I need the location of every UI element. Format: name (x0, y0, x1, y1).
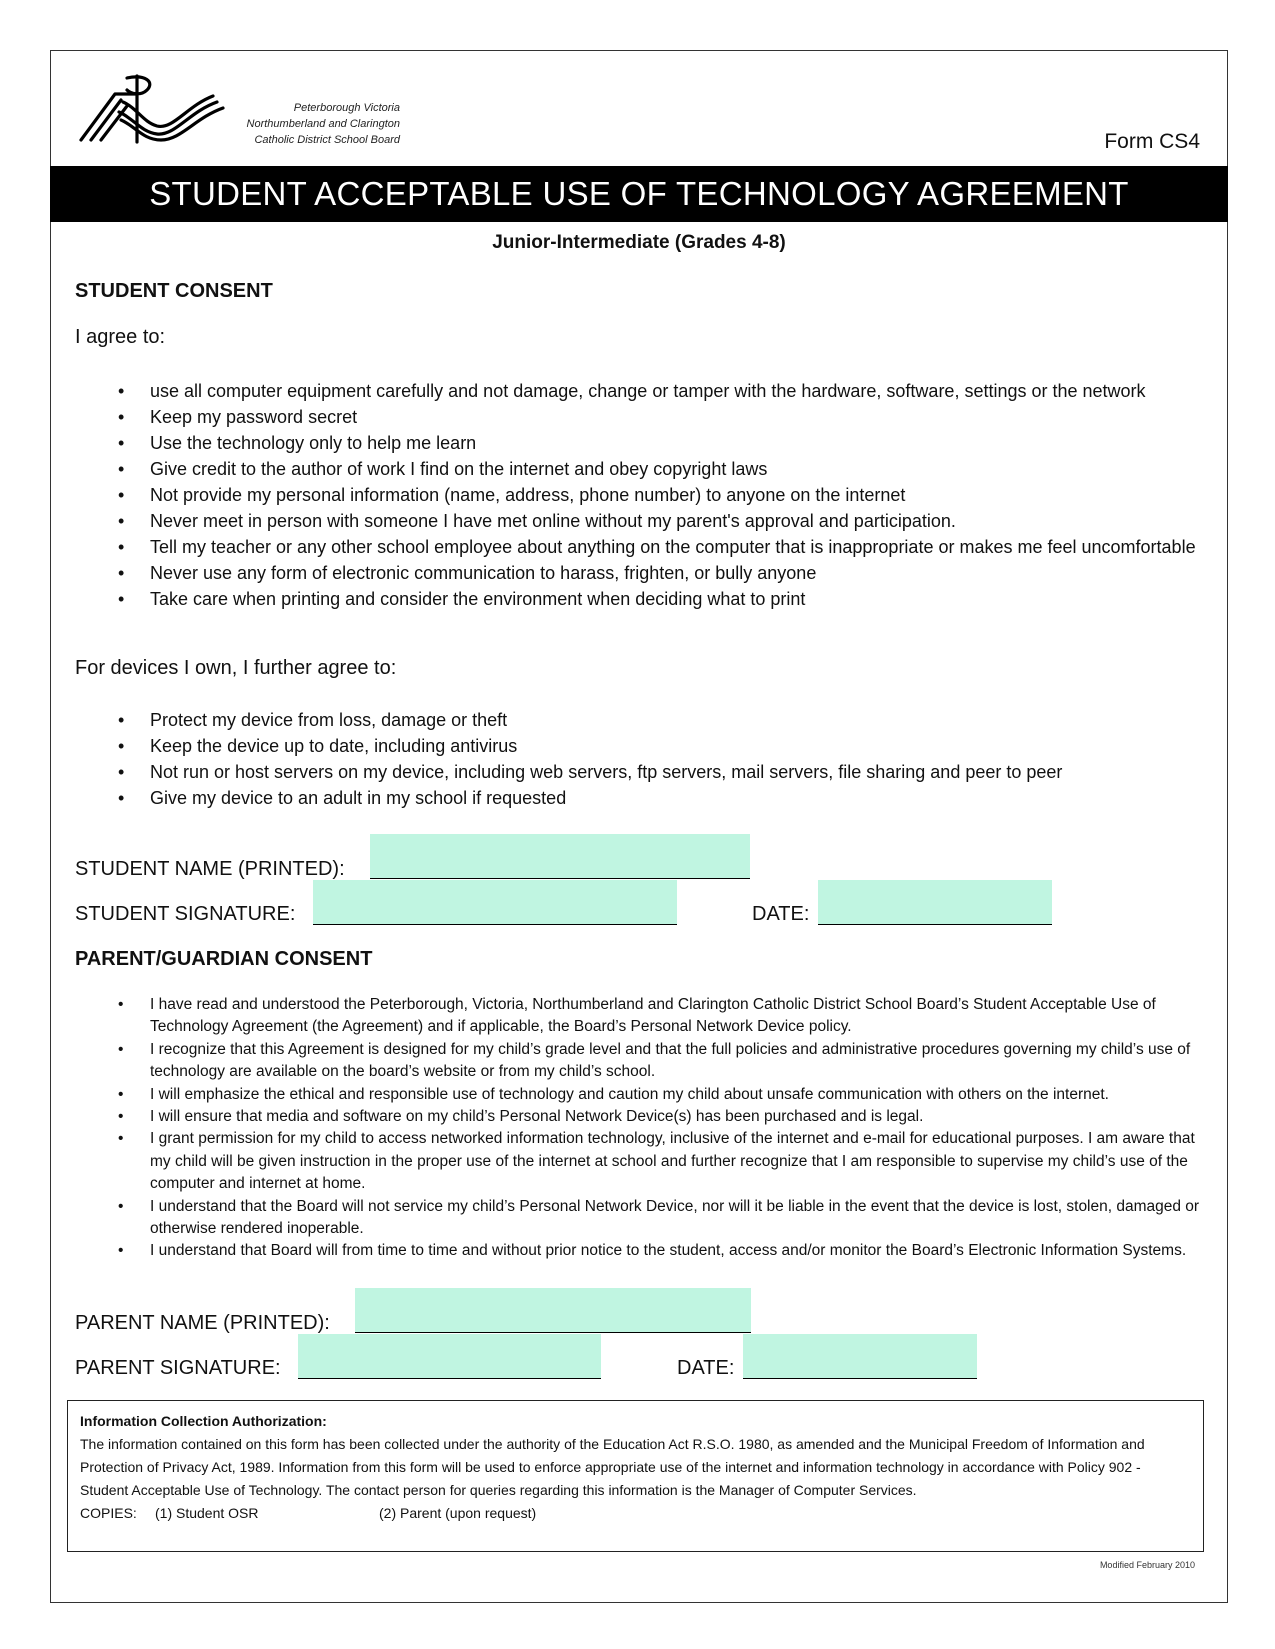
list-item: • I grant permission for my child to access networked information technology, inclusive of the internet and e-mail for educational purposes. I am aware that my child will be given instruction in the proper use of the internet at school and further recognize that I am responsible to supervise my child’s use of the computer and internet at home. (112, 1128, 1202, 1195)
parent-date-label: DATE: (677, 1357, 735, 1379)
student-consent-heading: STUDENT CONSENT (75, 280, 273, 302)
parent-signature-label: PARENT SIGNATURE: (75, 1357, 281, 1379)
parent-agreement-list (112, 994, 1202, 1263)
list-item: • Take care when printing and consider the environment when deciding what to print (112, 586, 1202, 612)
student-signature-label: STUDENT SIGNATURE: (75, 903, 296, 925)
list-item: • I will ensure that media and software on my child’s Personal Network Device(s) has been purchased and is legal. (112, 1106, 1202, 1128)
parent-name-field[interactable] (355, 1288, 751, 1333)
student-intro: I agree to: (75, 326, 166, 348)
board-name (210, 100, 400, 148)
list-item: • Give my device to an adult in my school if requested (112, 785, 1202, 811)
student-date-label: DATE: (752, 903, 810, 925)
list-item: • Not provide my personal information (name, address, phone number) to anyone on the internet (112, 482, 1202, 508)
copies-label: COPIES: (80, 1505, 137, 1521)
student-date-field[interactable] (818, 880, 1052, 925)
list-item: • I will emphasize the ethical and responsible use of technology and caution my child about unsafe communication with others on the internet. (112, 1084, 1202, 1106)
student-name-label: STUDENT NAME (PRINTED): (75, 858, 345, 880)
student-name-field[interactable] (370, 834, 750, 879)
list-item: • Protect my device from loss, damage or theft (112, 707, 1202, 733)
parent-consent-heading: PARENT/GUARDIAN CONSENT (75, 948, 373, 970)
list-item: • Use the technology only to help me learn (112, 430, 1202, 456)
list-item: • Not run or host servers on my device, including web servers, ftp servers, mail servers, file sharing and peer to peer (112, 759, 1202, 785)
list-item: • Tell my teacher or any other school employee about anything on the computer that is inappropriate or makes me feel uncomfortable (112, 534, 1202, 560)
modified-date: Modified February 2010 (1099, 1560, 1195, 1570)
list-item: • use all computer equipment carefully and not damage, change or tamper with the hardware, software, settings or the network (112, 378, 1202, 404)
copy-1: (1) Student OSR (155, 1505, 259, 1521)
list-item: • I understand that the Board will not service my child’s Personal Network Device, nor will it be liable in the event that the device is lost, stolen, damaged or otherwise rendered inoperable. (112, 1196, 1202, 1241)
list-item: • Give credit to the author of work I find on the internet and obey copyright laws (112, 456, 1202, 482)
parent-date-field[interactable] (743, 1334, 977, 1379)
board-name-line-2: Northumberland and Clarington (246, 118, 400, 130)
info-box-body: The information contained on this form has been collected under the authority of the Education Act R.S.O. 1980, as amended and the Municipal Freedom of Information and Protection of Privacy Act, 1989. Information from this form will be used to enforce appropriate use of the internet and information technology in accordance with Policy 902 - Student Acceptable Use of Technology. The contact person for queries regarding this information is the Manager of Computer Services. (80, 1436, 1145, 1498)
copies-row (80, 1502, 1191, 1525)
board-name-line-3: Catholic District School Board (254, 134, 400, 146)
information-collection-box (67, 1400, 1204, 1552)
list-item: • Never use any form of electronic communication to harass, frighten, or bully anyone (112, 560, 1202, 586)
list-item: • Keep my password secret (112, 404, 1202, 430)
device-agreement-list (112, 707, 1202, 811)
list-item: • Never meet in person with someone I have met online without my parent's approval and participation. (112, 508, 1202, 534)
document-title: STUDENT ACCEPTABLE USE OF TECHNOLOGY AGREEMENT (50, 166, 1228, 222)
parent-name-label: PARENT NAME (PRINTED): (75, 1312, 330, 1334)
copy-2: (2) Parent (upon request) (379, 1505, 537, 1521)
list-item: • I recognize that this Agreement is designed for my child’s grade level and that the full policies and administrative procedures governing my child’s use of technology are available on the board’s website or from my child’s school. (112, 1039, 1202, 1084)
student-signature-field[interactable] (313, 880, 677, 925)
document-subtitle: Junior-Intermediate (Grades 4-8) (492, 232, 786, 253)
form-code: Form CS4 (1104, 130, 1200, 153)
device-intro: For devices I own, I further agree to: (75, 657, 397, 679)
student-agreement-list (112, 378, 1202, 612)
list-item: • I have read and understood the Peterborough, Victoria, Northumberland and Clarington Catholic District School Board’s Student Acceptable Use of Technology Agreement (the Agreement) and if applicable, the Board’s Personal Network Device policy. (112, 994, 1202, 1039)
list-item: • Keep the device up to date, including antivirus (112, 733, 1202, 759)
info-box-title: Information Collection Authorization: (80, 1413, 327, 1429)
board-name-line-1: Peterborough Victoria (293, 102, 400, 114)
list-item: • I understand that Board will from time to time and without prior notice to the student, access and/or monitor the Board’s Electronic Information Systems. (112, 1240, 1202, 1262)
parent-signature-field[interactable] (298, 1334, 601, 1379)
